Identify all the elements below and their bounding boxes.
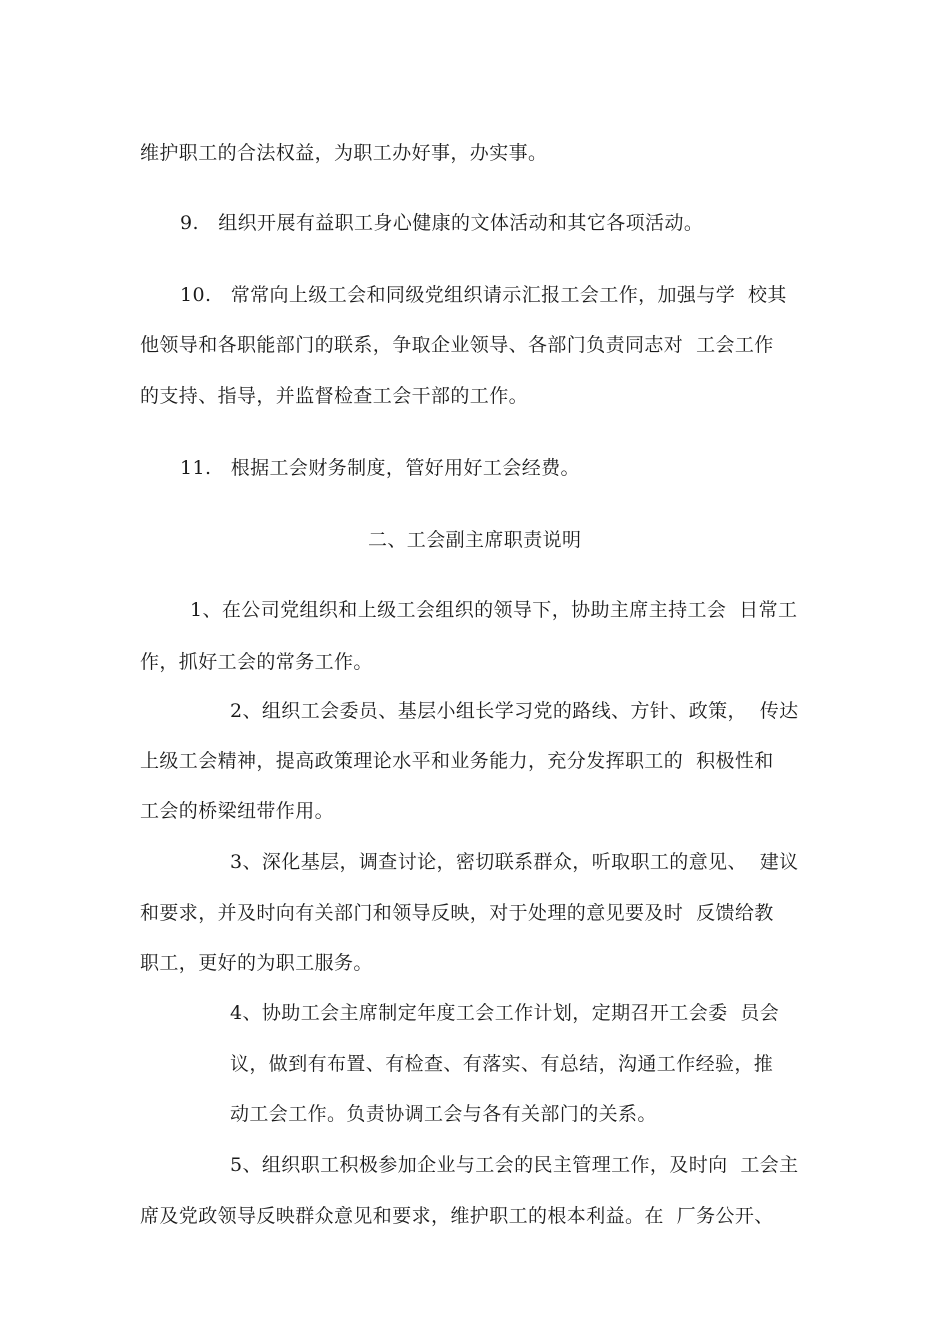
section-heading: 二、工会副主席职责说明 — [368, 529, 582, 551]
text-line: 和要求，并及时向有关部门和领导反映，对于处理的意见要及时 反馈给教 — [140, 902, 774, 924]
list-item-11: 11. 根据工会财务制度，管好用好工会经费。 — [180, 457, 580, 479]
list-item-4: 4、协助工会主席制定年度工会工作计划，定期召开工会委 员会 — [230, 1002, 780, 1024]
text-line: 维护职工的合法权益，为职工办好事，办实事。 — [140, 142, 548, 164]
list-item-10: 10. 常常向上级工会和同级党组织请示汇报工会工作，加强与学 校其 — [180, 284, 787, 306]
text-line: 作，抓好工会的常务工作。 — [140, 651, 373, 673]
text-line: 席及党政领导反映群众意见和要求，维护职工的根本利益。在 厂务公开、 — [140, 1205, 774, 1227]
list-item-1: 1、在公司党组织和上级工会组织的领导下，协助主席主持工会 日常工 — [190, 599, 798, 621]
list-item-2: 2、组织工会委员、基层小组长学习党的路线、方针、政策， 传达 — [230, 700, 799, 722]
list-item-3: 3、深化基层，调查讨论，密切联系群众，听取职工的意见、 建议 — [230, 851, 799, 873]
text-line: 的支持、指导，并监督检查工会干部的工作。 — [140, 385, 529, 407]
text-line: 动工会工作。负责协调工会与各有关部门的关系。 — [230, 1103, 657, 1125]
text-line: 上级工会精神，提高政策理论水平和业务能力，充分发挥职工的 积极性和 — [140, 750, 774, 772]
list-item-9: 9. 组织开展有益职工身心健康的文体活动和其它各项活动。 — [180, 212, 704, 234]
text-line: 工会的桥梁纽带作用。 — [140, 800, 335, 822]
text-line: 议，做到有布置、有检查、有落实、有总结，沟通工作经验，推 — [230, 1053, 774, 1075]
text-line: 职工，更好的为职工服务。 — [140, 952, 373, 974]
list-item-5: 5、组织职工积极参加企业与工会的民主管理工作，及时向 工会主 — [230, 1154, 799, 1176]
text-line: 他领导和各职能部门的联系，争取企业领导、各部门负责同志对 工会工作 — [140, 334, 774, 356]
